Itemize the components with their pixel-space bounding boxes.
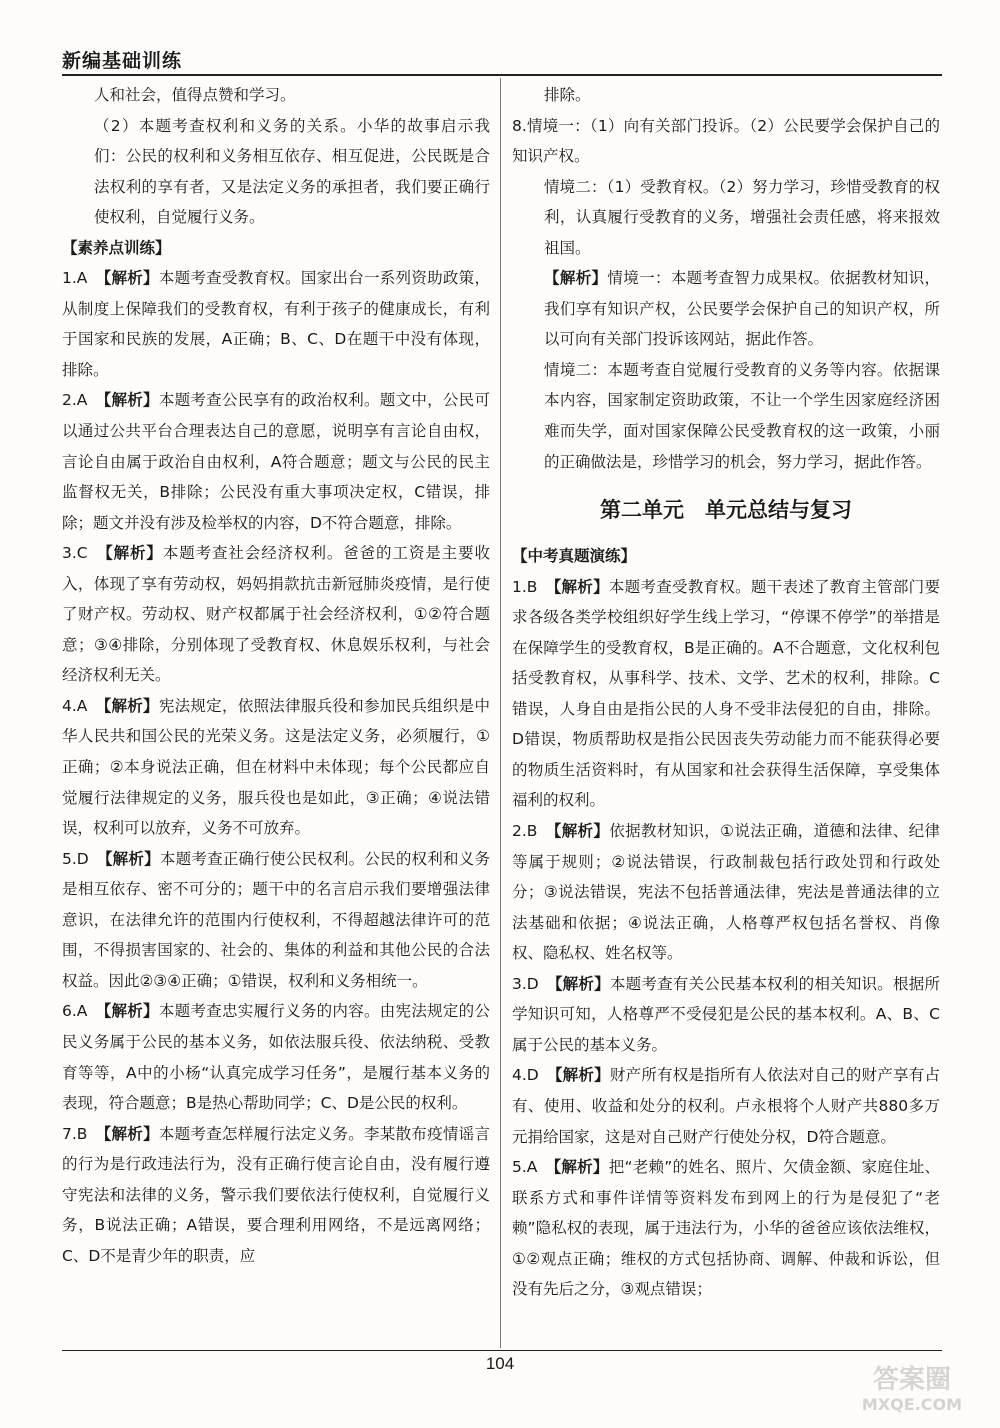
answer-text: 本题考查受教育权。国家出台一系列资助政策，从制度上保障我们的受教育权，有利于孩子的健康成长，有利于国家和民族的发展，A正确；B、C、D在题干中没有体现，排除。 [62, 269, 490, 379]
analysis-tag: 【解析】 [104, 544, 163, 563]
analysis-tag: 【解析】 [553, 822, 610, 841]
continued-text: 排除。 [544, 86, 591, 104]
analysis-tag: 【解析】 [103, 391, 159, 410]
analysis-tag: 【解析】 [104, 849, 160, 868]
answer-number: 3.C [62, 544, 88, 563]
book-title: 新编基础训练 [62, 50, 183, 72]
analysis-text: 情境一：本题考查智力成果权。依据教材知识，我们享有知识产权，公民要学会保护自己的知识产权，所以可向有关部门投诉该网站，据此作答。 [544, 269, 940, 349]
section-title-zhongkao: 【中考真题演练】 [512, 547, 637, 566]
answer-text: 宪法规定，依照法律服兵役和参加民兵组织是中华人民共和国公民的光荣义务。这是法定义务，必须履行，①正确；②本身说法正确，但在材料中未体现；每个公民都应自觉履行法律规定的义务，服兵役也是如此，③正确；④说法错误，权利可以放弃，义务不可放弃。 [62, 696, 490, 838]
header-rule [62, 74, 942, 76]
answer-item [62, 844, 490, 997]
scenario-analysis-2: 情境二：本题考查自觉履行受教育的义务等内容。依据课本内容，国家制定资助政策，不让一个学生因家庭经济困难而失学，面对国家保障公民受教育权的这一政策，小丽的正确做法是，珍惜学习的机会，努力学习，据此作答。 [544, 360, 940, 471]
answer-text: 本题考查有关公民基本权利的相关知识。根据所学知识可知，人格尊严不受侵犯是公民的基本权利。A、B、C属于公民的基本义务。 [512, 974, 940, 1054]
page-number: 104 [485, 1354, 515, 1373]
answer-item [62, 385, 490, 538]
analysis-tag: 【解析】 [554, 1066, 610, 1085]
scenario-1-answer: 情境一：（1）向有关部门投诉。（2）公民要学会保护自己的知识产权。 [512, 116, 940, 166]
answer-item [512, 1152, 940, 1305]
answer-number: 1.B [512, 577, 538, 596]
watermark-line-2: MXQE.COM [861, 1395, 963, 1414]
scenario-analysis-1 [512, 263, 940, 355]
answer-text: 依据教材知识，①说法正确，道德和法律、纪律等属于规则；②说法错误，行政制裁包括行政处罚和行政处分；③说法错误，宪法不包括普通法律，宪法是普通法律的立法基础和依据；④说法正确，人格尊严权包括名誉权、肖像权、隐私权、姓名权等。 [512, 822, 940, 963]
answer-number: 4.A [62, 696, 88, 715]
intro-paragraph-2: （2）本题考查权利和义务的关系。小华的故事启示我们：公民的权利和义务相互依存、相互促进，公民既是合法权利的享有者，又是法定义务的承担者，我们要正确行使权利，自觉履行义务。 [94, 116, 490, 227]
answer-text: 本题考查正确行使公民权利。公民的权利和义务是相互依存、密不可分的；题干中的名言启示我们要增强法律意识，在法律允许的范围内行使权利，不得超越法律许可的范围，不得损害国家的、社会的、集体的利益和其他公民的合法权益。因此②③④正确；①错误，权利和义务相统一。 [62, 849, 490, 990]
answer-number: 5.D [62, 849, 89, 868]
answer-item [62, 1119, 490, 1272]
answer-number: 5.A [512, 1158, 538, 1177]
answer-number: 4.D [512, 1066, 539, 1085]
answer-number: 6.A [62, 1002, 88, 1021]
answer-item [62, 691, 490, 844]
answer-number: 2.A [62, 391, 88, 410]
watermark-logo [842, 1360, 982, 1416]
analysis-tag: 【解析】 [103, 1124, 159, 1143]
answer-number: 8. [512, 116, 527, 135]
answer-item [512, 572, 940, 816]
answer-item [512, 816, 940, 969]
answer-number: 3.D [512, 974, 539, 993]
answer-item [512, 1060, 940, 1152]
answer-number: 7.B [62, 1124, 88, 1143]
answer-text: 本题考查忠实履行义务的内容。由宪法规定的公民义务属于公民的基本义务，如依法服兵役、依法纳税、受教育等等，A中的小杨“认真完成学习任务”，是履行基本义务的表现，符合题意；B是热心帮助同学；C、D是公民的权利。 [62, 1002, 490, 1113]
analysis-tag: 【解析】 [103, 269, 159, 288]
answer-text: 本题考查社会经济权利。爸爸的工资是主要收入，体现了享有劳动权，妈妈捐款抗击新冠肺炎疫情，是行使了财产权。劳动权、财产权都属于社会经济权利，①②符合题意；③④排除，分别体现了受教育权、休息娱乐权利，与社会经济权利无关。 [62, 544, 490, 685]
scenario-2-answer: 情境二：（1）受教育权。（2）努力学习，珍惜受教育的权利，认真履行受教育的义务，增强社会责任感，将来报效祖国。 [544, 177, 940, 257]
answer-item [512, 969, 940, 1061]
answer-text: 本题考查受教育权。题干表述了教育主管部门要求各级各类学校组织好学生线上学习，“停课不停学”的举措是在保障学生的受教育权，B是正确的。A不合题意，文化权利包括受教育权，从事科学、技术、文学、艺术的权利，排除。C错误，人身自由是指公民的人身不受非法侵犯的自由，排除。D错误，物质帮助权是指公民因丧失劳动能力而不能获得必要的物质生活资料时，有从国家和社会获得生活保障，享受集体福利的权利。 [512, 577, 940, 810]
answer-number: 2.B [512, 822, 538, 841]
right-column [512, 80, 940, 1305]
analysis-tag: 【解析】 [103, 1002, 159, 1021]
left-column [62, 80, 490, 1271]
answer-text: 本题考查公民享有的政治权利。题文中，公民可以通过公共平台合理表达自己的意愿，说明享有言论自由权，言论自由属于政治自由权利，A符合题意；题文与公民的民主监督权无关，B排除；公民没有重大事项决定权，C错误，排除；题文并没有涉及检举权的内容，D不符合题意，排除。 [62, 391, 490, 532]
footer-rule [62, 1350, 942, 1351]
analysis-tag: 【解析】 [553, 577, 609, 596]
analysis-tag: 【解析】 [103, 696, 159, 715]
answer-text: 财产所有权是指所有人依法对自己的财产享有占有、使用、收益和处分的权利。卢永根将个人财产共880多万元捐给国家，这是对自己财产行使处分权，D符合题意。 [512, 1066, 940, 1146]
analysis-tag: 【解析】 [544, 269, 608, 288]
answer-item-8 [512, 111, 940, 172]
watermark-line-1: 答案圈 [872, 1365, 952, 1395]
answer-item [62, 996, 490, 1118]
answer-text: 把“老赖”的姓名、照片、欠债金额、家庭住址、联系方式和事件详情等资料发布到网上的行为是侵犯了“老赖”隐私权的表现，属于违法行为，小华的爸爸应该依法维权，①②观点正确；维权的方式包括协商、调解、仲裁和诉讼，但没有先后之分，③观点错误； [512, 1158, 940, 1299]
answer-text: 本题考查怎样履行法定义务。李某散布疫情谣言的行为是行政违法行为，没有正确行使言论自由，没有履行遵守宪法和法律的义务，警示我们要依法行使权利，自觉履行义务，B说法正确；A错误，要合理利用网络，不是远离网络；C、D不是青少年的职责，应 [62, 1124, 490, 1265]
analysis-tag: 【解析】 [553, 1158, 609, 1177]
analysis-tag: 【解析】 [554, 974, 610, 993]
answer-number: 1.A [62, 269, 88, 288]
section-title-suyang: 【素养点训练】 [62, 238, 171, 257]
intro-line-1: 人和社会，值得点赞和学习。 [94, 86, 296, 104]
unit-heading: 第二单元 单元总结与复习 [600, 497, 852, 523]
column-divider [500, 78, 501, 1348]
answer-item [62, 538, 490, 691]
answer-item [62, 263, 490, 385]
